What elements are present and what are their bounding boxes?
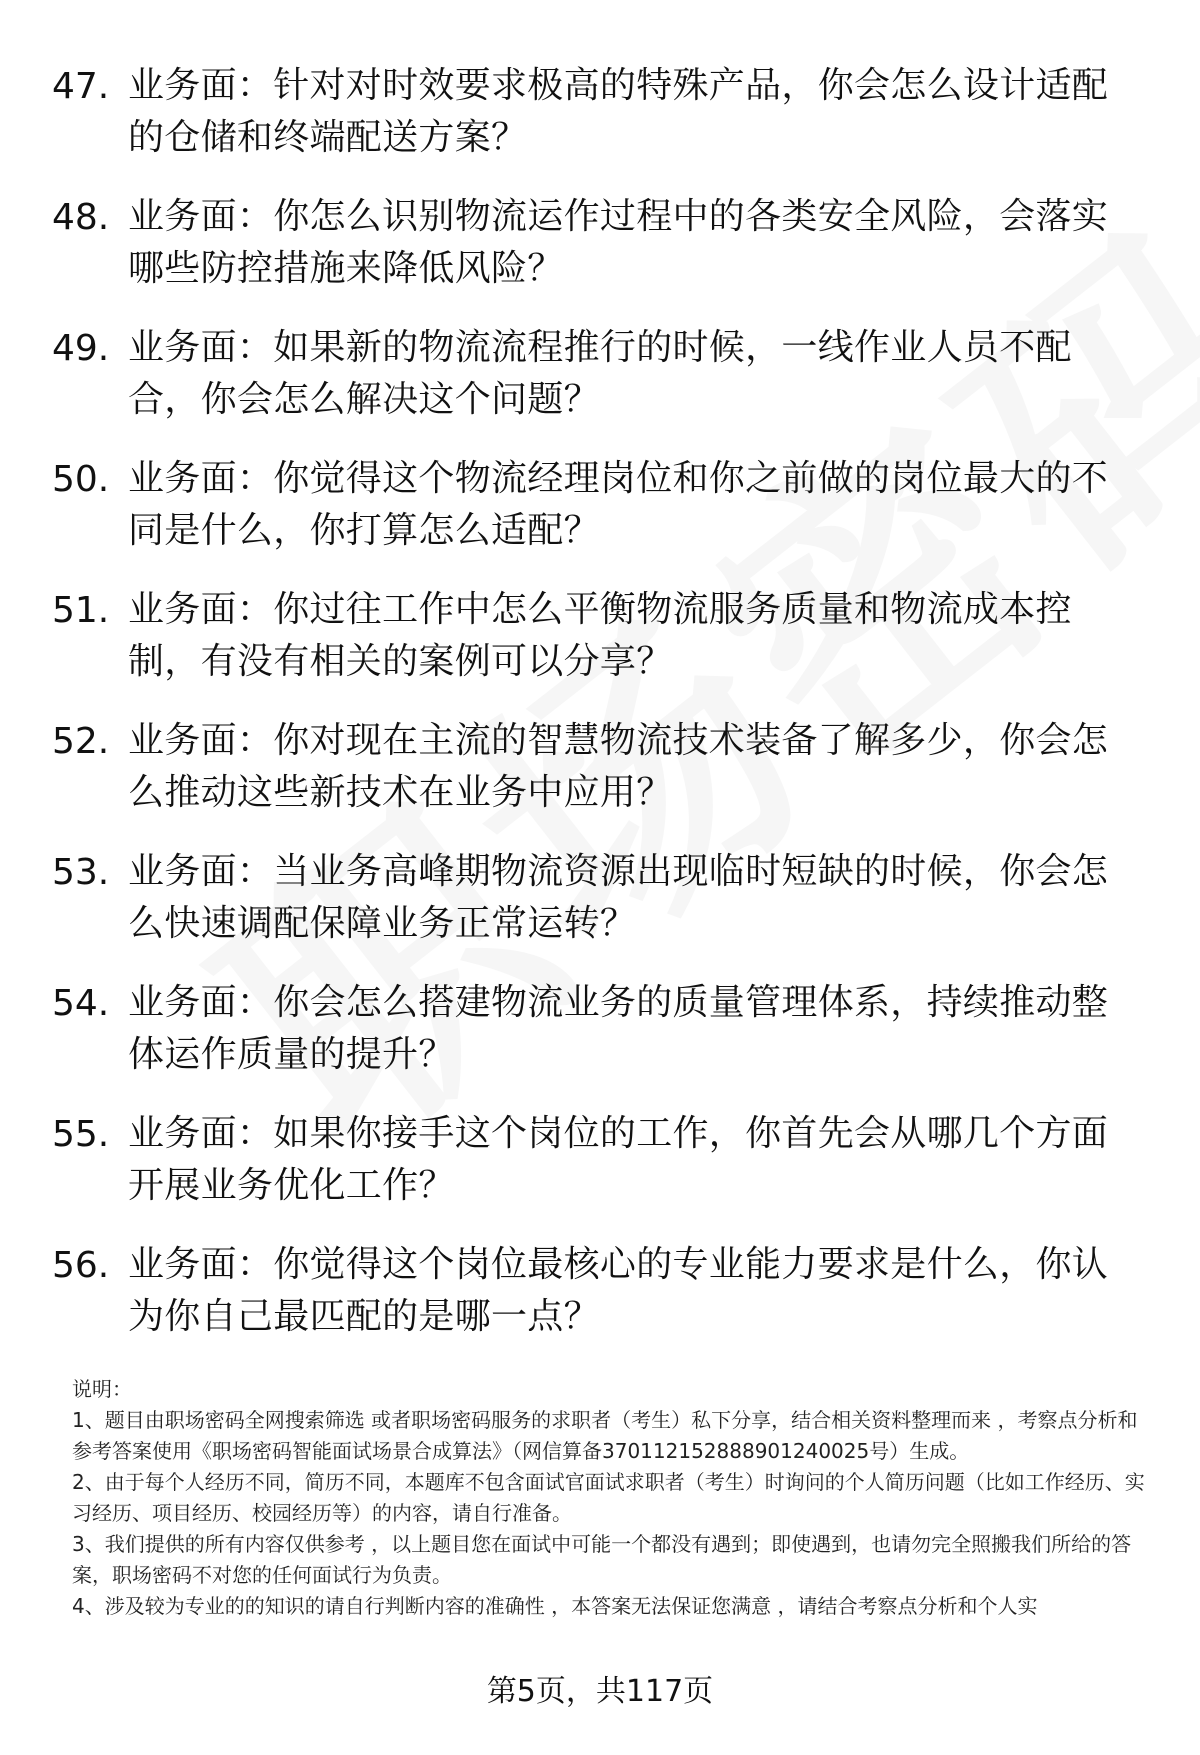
question-number: 53. <box>52 852 110 893</box>
note-item: 3、我们提供的所有内容仅供参考 ，以上题目您在面试中可能一个都没有遇到；即使遇到，也请勿完全照搬我们所给的答案，职场密码不对您的任何面试行为负责。 <box>72 1532 1132 1587</box>
note-item: 2、由于每个人经历不同，简历不同，本题库不包含面试官面试求职者（考生）时询问的个人简历问题（比如工作经历、实习经历、项目经历、校园经历等）的内容，请自行准备。 <box>72 1470 1145 1525</box>
notes-heading: 说明： <box>72 1377 132 1401</box>
question-text: 业务面：针对对时效要求极高的特殊产品，你会怎么设计适配的仓储和终端配送方案？ <box>128 65 1109 158</box>
question-number: 54. <box>52 983 110 1024</box>
question-item <box>0 977 1200 1108</box>
question-item <box>0 191 1200 322</box>
question-item <box>0 584 1200 715</box>
notes-section <box>72 1374 1152 1622</box>
question-item <box>0 846 1200 977</box>
question-number: 50. <box>52 459 110 500</box>
question-list <box>0 60 1200 1370</box>
question-text: 业务面：你怎么识别物流运作过程中的各类安全风险，会落实哪些防控措施来降低风险？ <box>128 196 1109 289</box>
note-item: 4、涉及较为专业的的知识的请自行判断内容的准确性 ，本答案无法保证您满意 ，请结合考察点分析和个人实 <box>72 1594 1038 1618</box>
question-item <box>0 322 1200 453</box>
question-number: 55. <box>52 1114 110 1155</box>
page-footer <box>0 1672 1200 1712</box>
question-item <box>0 60 1200 191</box>
question-item <box>0 453 1200 584</box>
question-item <box>0 1108 1200 1239</box>
question-item <box>0 715 1200 846</box>
question-text: 业务面：当业务高峰期物流资源出现临时短缺的时候，你会怎么快速调配保障业务正常运转？ <box>128 851 1109 944</box>
question-number: 49. <box>52 328 110 369</box>
question-number: 51. <box>52 590 110 631</box>
question-number: 56. <box>52 1245 110 1286</box>
question-text: 业务面：你觉得这个岗位最核心的专业能力要求是什么，你认为你自己最匹配的是哪一点？ <box>128 1244 1109 1337</box>
note-item: 1、题目由职场密码全网搜索筛选 或者职场密码服务的求职者（考生）私下分享，结合相关资料整理而来 ，考察点分析和参考答案使用《职场密码智能面试场景合成算法》（网信算备370112152888901240025号）生成。 <box>72 1408 1138 1463</box>
page-number-label: 第5页，共117页 <box>486 1674 714 1709</box>
question-item <box>0 1239 1200 1370</box>
question-text: 业务面：如果你接手这个岗位的工作，你首先会从哪几个方面开展业务优化工作？ <box>128 1113 1109 1206</box>
question-text: 业务面：如果新的物流流程推行的时候，一线作业人员不配合，你会怎么解决这个问题？ <box>128 327 1072 420</box>
question-number: 52. <box>52 721 110 762</box>
question-text: 业务面：你对现在主流的智慧物流技术装备了解多少，你会怎么推动这些新技术在业务中应用？ <box>128 720 1109 813</box>
question-number: 48. <box>52 197 110 238</box>
question-number: 47. <box>52 66 110 107</box>
question-text: 业务面：你觉得这个物流经理岗位和你之前做的岗位最大的不同是什么，你打算怎么适配？ <box>128 458 1109 551</box>
question-text: 业务面：你过往工作中怎么平衡物流服务质量和物流成本控制，有没有相关的案例可以分享？ <box>128 589 1072 682</box>
question-text: 业务面：你会怎么搭建物流业务的质量管理体系，持续推动整体运作质量的提升？ <box>128 982 1109 1075</box>
